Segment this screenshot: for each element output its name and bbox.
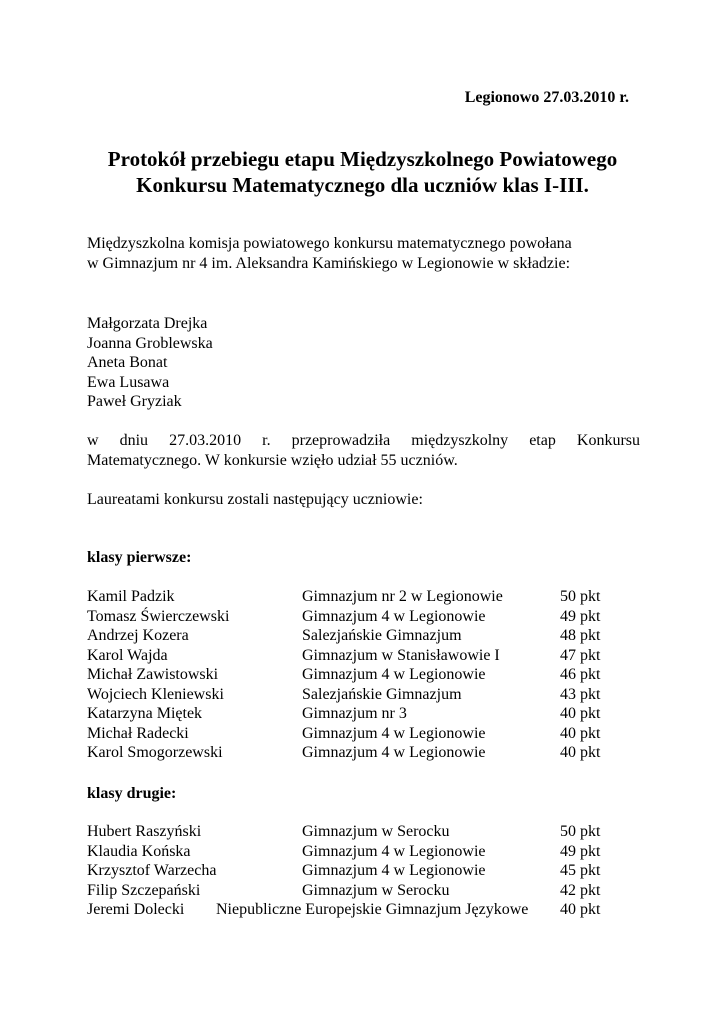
points-value: 50 pkt	[560, 823, 601, 840]
student-name: Andrzej Kozera	[87, 627, 189, 644]
school-name: Gimnazjum 4 w Legionowie	[302, 607, 486, 625]
school-name: Gimnazjum nr 2 w Legionowie	[302, 588, 503, 605]
school-name: Gimnazjum 4 w Legionowie	[302, 666, 486, 683]
student-name: Krzysztof Warzecha	[87, 862, 217, 879]
class-second-heading: klasy drugie:	[87, 785, 177, 802]
school-name: Niepubliczne Europejskie Gimnazjum Językowe	[216, 901, 529, 918]
points-value: 40 pkt	[560, 901, 601, 918]
student-name: Wojciech Kleniewski	[87, 685, 224, 703]
school-name: Gimnazjum w Stanisławowie I	[302, 646, 500, 664]
committee-member: Paweł Gryziak	[87, 393, 182, 410]
student-name: Karol Smogorzewski	[87, 744, 223, 761]
statement-paragraph	[87, 431, 640, 470]
student-name: Jeremi Dolecki	[87, 901, 185, 918]
laureates-intro: Laureatami konkursu zostali następujący uczniowie:	[87, 491, 423, 508]
school-name: Gimnazjum 4 w Legionowie	[302, 744, 486, 761]
student-name: Michał Radecki	[87, 724, 189, 742]
points-value: 47 pkt	[560, 646, 601, 664]
document-title	[60, 146, 665, 198]
title-line-2: Konkursu Matematycznego dla uczniów klas I-III.	[136, 173, 589, 197]
points-value: 50 pkt	[560, 588, 601, 605]
student-name: Klaudia Końska	[87, 842, 191, 860]
committee-list	[87, 314, 213, 412]
statement-line-1: w dniu 27.03.2010 r. przeprowadziła międzyszkolny etap Konkursu	[87, 432, 640, 449]
points-value: 49 pkt	[560, 607, 601, 625]
school-name: Gimnazjum w Serocku	[302, 881, 450, 899]
school-name: Gimnazjum nr 3	[302, 705, 407, 722]
points-value: 46 pkt	[560, 666, 601, 683]
statement-line-2: Matematycznego. W konkursie wzięło udział 55 uczniów.	[87, 451, 458, 469]
points-value: 40 pkt	[560, 744, 601, 761]
student-name: Filip Szczepański	[87, 881, 201, 899]
title-line-1: Protokół przebiegu etapu Międzyszkolnego Powiatowego	[107, 147, 618, 171]
document-date: Legionowo 27.03.2010 r.	[464, 89, 629, 106]
school-name: Salezjańskie Gimnazjum	[302, 685, 462, 703]
school-name: Gimnazjum 4 w Legionowie	[302, 724, 486, 742]
points-value: 42 pkt	[560, 881, 601, 899]
committee-member: Małgorzata Drejka	[87, 315, 208, 332]
intro-line-2: w Gimnazjum nr 4 im. Aleksandra Kamińskiego w Legionowie w składzie:	[87, 254, 571, 272]
student-name: Kamil Padzik	[87, 588, 175, 605]
points-value: 48 pkt	[560, 627, 601, 644]
points-value: 43 pkt	[560, 685, 601, 703]
points-value: 49 pkt	[560, 842, 601, 860]
student-name: Katarzyna Miętek	[87, 705, 203, 722]
committee-member: Aneta Bonat	[87, 354, 168, 371]
school-name: Gimnazjum 4 w Legionowie	[302, 842, 486, 860]
committee-member: Ewa Lusawa	[87, 373, 170, 391]
student-name: Karol Wajda	[87, 646, 168, 664]
class-first-heading: klasy pierwsze:	[87, 549, 192, 566]
student-name: Michał Zawistowski	[87, 666, 219, 683]
student-name: Tomasz Świerczewski	[87, 607, 230, 625]
points-value: 40 pkt	[560, 724, 601, 742]
school-name: Gimnazjum w Serocku	[302, 823, 450, 840]
points-value: 45 pkt	[560, 862, 601, 879]
intro-paragraph	[87, 234, 647, 273]
school-name: Salezjańskie Gimnazjum	[302, 627, 462, 644]
student-name: Hubert Raszyński	[87, 823, 202, 840]
school-name: Gimnazjum 4 w Legionowie	[302, 862, 486, 879]
committee-member: Joanna Groblewska	[87, 334, 213, 352]
intro-line-1: Międzyszkolna komisja powiatowego konkursu matematycznego powołana	[87, 235, 572, 252]
points-value: 40 pkt	[560, 705, 601, 722]
